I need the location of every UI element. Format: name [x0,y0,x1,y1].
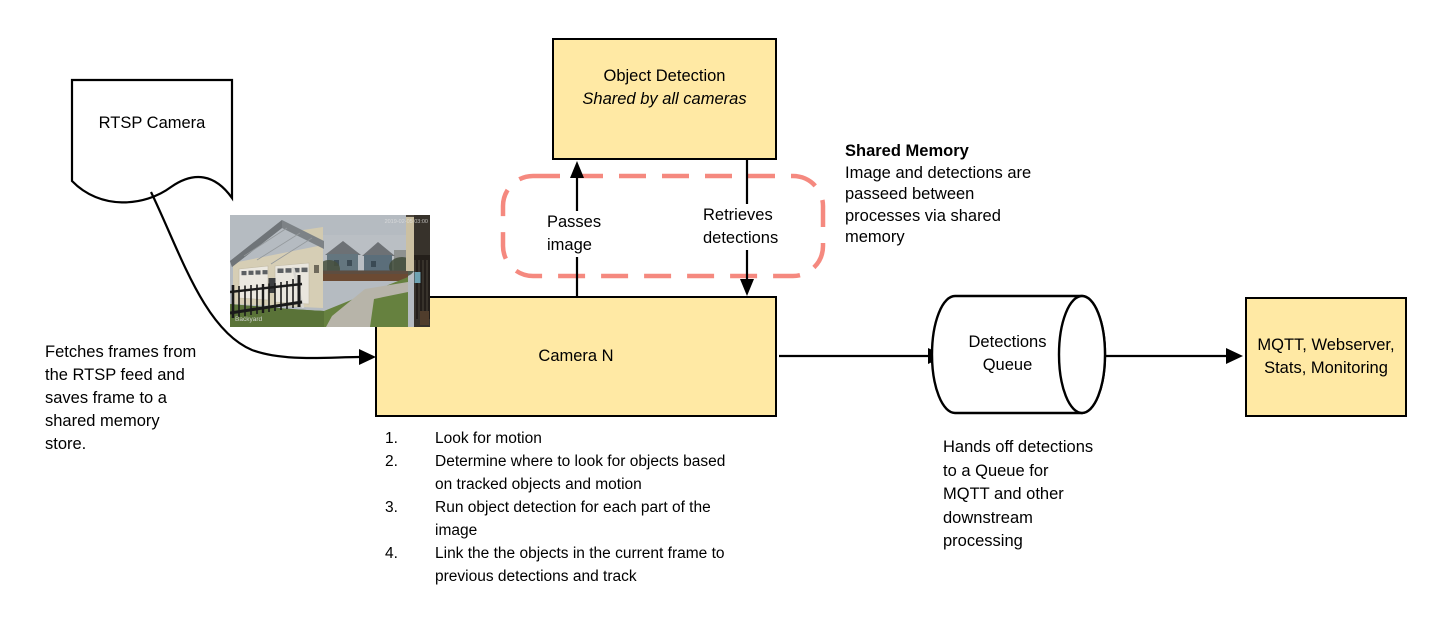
step-item: 3. Run object detection for each part of the image [385,499,711,539]
camera-feed-image [230,215,430,327]
arrowhead-passes-image-icon [570,161,584,178]
planter [420,311,429,325]
cylinder-rim-icon [1059,296,1105,413]
outputs-node [1245,297,1407,417]
step-item: 2. Determine where to look for objects based on tracked objects and motion [385,453,726,493]
camera-n-label: Camera N [538,347,614,365]
object-detection-title: Object Detection [603,67,726,85]
arrowhead-queue-to-outputs-icon [1226,348,1243,364]
shared-memory-note: Shared Memory Image and detections are passeed between processes via shared memory [845,142,1032,247]
camera-steps-list [385,427,765,588]
rtsp-camera-label: RTSP Camera [98,114,206,132]
fetch-note: Fetches frames from the RTSP feed and saves frame to a shared memory store. [45,343,197,453]
feed-name-label: Backyard [235,316,263,323]
handoff-note: Hands off detections to a Queue for MQTT and other downstream processing [943,438,1094,550]
object-detection-node [552,38,777,160]
porch-item [415,272,421,283]
detections-queue-label: Detections Queue [968,333,1047,374]
feed-timestamp: 2019-02-05 03:00 [384,219,428,225]
camera-n-node [375,296,777,417]
outputs-label-line2: Stats, Monitoring [1264,359,1388,377]
object-detection-subtitle: Shared by all cameras [582,90,747,108]
outputs-label-line1: MQTT, Webserver, [1257,336,1395,354]
rtsp-camera-node [72,80,232,202]
arrowhead-retrieves-detections-icon [740,279,754,296]
shared-memory-title: Shared Memory [845,142,969,160]
step-item: 1. Look for motion [385,430,542,447]
retrieves-detections-label: Retrieves detections [700,204,781,250]
step-item: 4. Link the the objects in the current frame to previous detections and track [385,545,725,585]
arrowhead-rtsp-to-camera-icon [359,349,376,365]
passes-image-label: Passes image [544,211,604,257]
